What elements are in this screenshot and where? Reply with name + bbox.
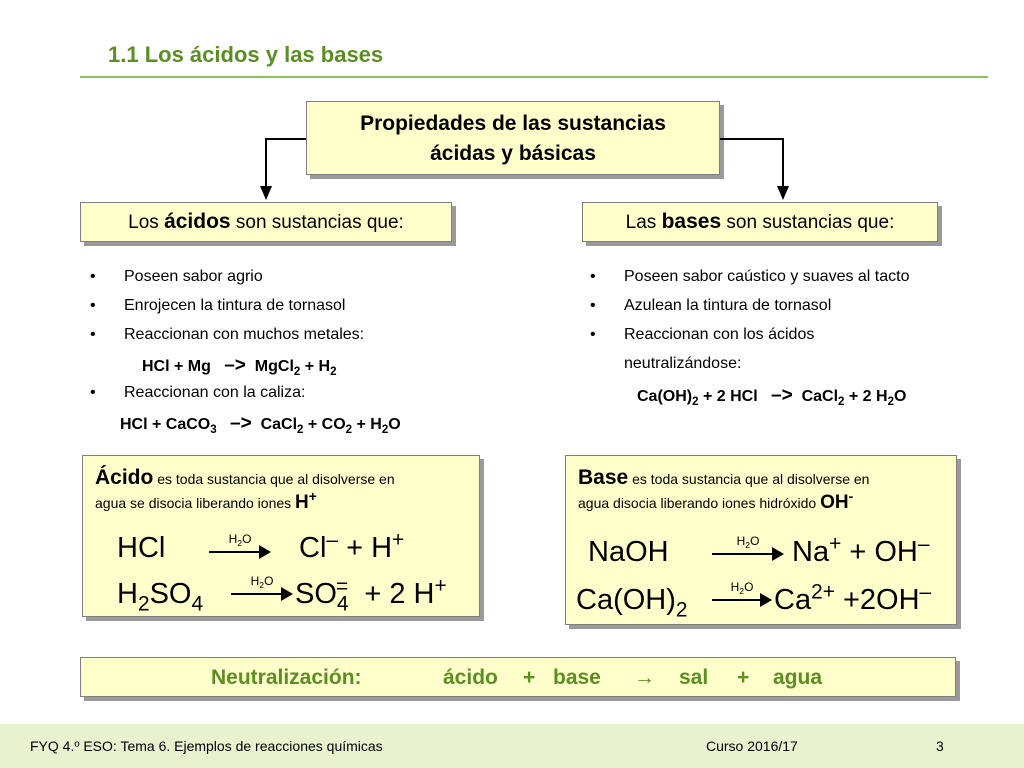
acids-properties-list-cont	[90, 378, 305, 407]
acid-definition-box	[82, 455, 480, 617]
reaction-h2so4-reactant: $H_2SO_4$	[117, 578, 204, 616]
neutralization-arrow-icon: →	[634, 666, 655, 689]
properties-line-1: Propiedades de las sustancias	[360, 112, 666, 135]
page-number: 3	[936, 738, 944, 754]
bullet-icon: •	[590, 297, 596, 314]
bullet-icon: •	[590, 268, 596, 285]
equation-acid-metal: HCl + Mg –> MgCl$_2$ + $H_2$	[142, 355, 337, 379]
neutralization-label: Neutralización:	[211, 666, 362, 689]
bullet-icon: •	[590, 326, 596, 343]
title-divider	[80, 76, 988, 78]
list-item: • Poseen sabor caústico y suaves al tacto	[590, 262, 910, 291]
list-item-continuation: neutralizándose:	[624, 355, 742, 372]
reaction-hcl-reactant: HCl	[117, 532, 166, 564]
base-definition-text: Base es toda sustancia que al disolverse en agua disocia liberando iones hidróxido OH-	[578, 466, 870, 513]
bullet-icon: •	[90, 297, 96, 314]
acids-properties-list	[90, 262, 364, 349]
bases-heading: Las bases son sustancias que:	[582, 202, 938, 242]
equation-acid-caliza: HCl + CaCO$_3$ –> CaCl$_2$ + $CO_2 + H_2O$	[120, 413, 401, 437]
list-item: • Reaccionan con la caliza:	[90, 378, 305, 407]
list-item: • Reaccionan con muchos metales:	[90, 320, 364, 349]
bullet-icon: •	[90, 384, 96, 401]
neutralization-base: base	[553, 666, 601, 689]
reaction-caoh2-products: $Ca^{2+} +2OH^-$	[774, 580, 932, 616]
slide-title: 1.1 Los ácidos y las bases	[108, 42, 384, 67]
list-item: • Enrojecen la tintura de tornasol	[90, 291, 364, 320]
list-item: • Azulean la tintura de tornasol	[590, 291, 910, 320]
reaction-naoh-reactant: NaOH	[588, 536, 669, 568]
reaction-arrow-icon: $H_2O$	[712, 584, 772, 614]
equation-base-acid: $Ca(OH)_2 + 2$ HCl –> CaCl$_2$ + 2 $H_2O$	[637, 385, 907, 409]
connector-right-vertical	[782, 138, 784, 188]
acid-definition-text: Ácido es toda sustancia que al disolverse en agua se disocia liberando iones H+	[95, 466, 395, 513]
bullet-icon: •	[90, 268, 96, 285]
neutralization-salt: sal	[679, 666, 709, 689]
footer-course-info: FYQ 4.º ESO: Tema 6. Ejemplos de reacciones químicas	[30, 738, 383, 754]
arrow-down-left-icon	[260, 186, 272, 200]
connector-right-horizontal	[720, 138, 783, 140]
neutralization-acid: ácido	[443, 666, 498, 689]
footer	[0, 724, 1024, 768]
reaction-caoh2-reactant: $Ca(OH)_2$	[576, 584, 688, 622]
properties-box	[306, 101, 720, 175]
bases-properties-list	[590, 262, 910, 378]
reaction-arrow-icon: $H_2O$	[209, 536, 271, 566]
properties-line-2: ácidas y básicas	[430, 142, 596, 165]
acids-heading: Los ácidos son sustancias que:	[80, 202, 452, 242]
reaction-naoh-products: Na+ + OH–	[792, 532, 930, 568]
base-definition-box	[565, 455, 957, 625]
connector-left-vertical	[265, 138, 267, 188]
list-item: • Reaccionan con los ácidos	[590, 320, 910, 349]
reaction-arrow-icon: $H_2O$	[231, 578, 293, 608]
bullet-icon: •	[90, 326, 96, 343]
arrow-down-right-icon	[777, 186, 789, 200]
connector-left-horizontal	[265, 138, 306, 140]
neutralization-plus: +	[737, 666, 750, 689]
neutralization-box	[80, 657, 956, 697]
reaction-h2so4-products: $SO_4^= + 2$ H+	[295, 574, 447, 616]
list-item: • Poseen sabor agrio	[90, 262, 364, 291]
reaction-hcl-products: Cl– + H+	[299, 528, 405, 564]
reaction-arrow-icon: $H_2O$	[712, 538, 784, 568]
neutralization-water: agua	[773, 666, 823, 689]
neutralization-plus: +	[523, 666, 536, 689]
footer-year: Curso 2016/17	[706, 738, 798, 754]
